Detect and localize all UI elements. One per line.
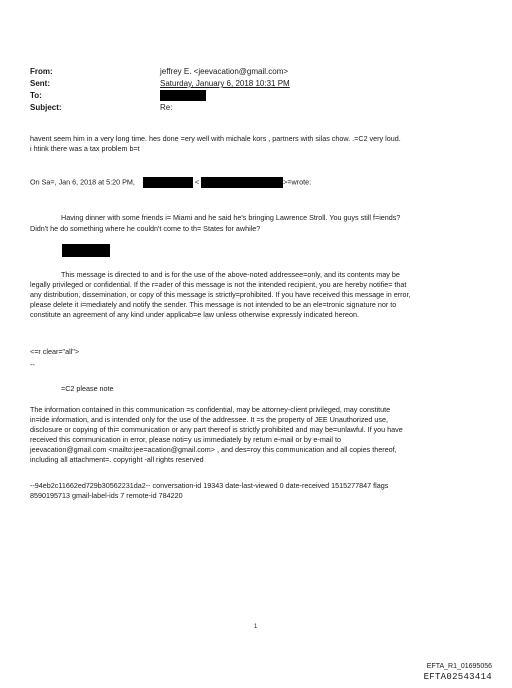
- confidential-line: disclosure or copying of thi= communication or any part thereof is strictly prohibited and may be=unlawful. If you have: [30, 425, 403, 434]
- redaction-bar: [201, 177, 283, 188]
- metadata-line: 8590195713 gmail-label-ids 7 remote-id 784220: [30, 491, 183, 500]
- please-note-text: =C2 please note: [61, 384, 114, 393]
- dashes-text: --: [30, 360, 35, 369]
- to-row: [30, 90, 490, 102]
- metadata-line: --94eb2c11662ed729b30562231da2-- conversation-id 19343 date-last-viewed 0 date-received 1515277847 flags: [30, 481, 389, 490]
- br-tag-text: <=r clear="all">: [30, 347, 80, 356]
- disclaimer-line: legally privileged or confidential. If the r=ader of this message is not the intended recipient, you are hereby notifie= that: [30, 280, 407, 289]
- quoted-line-2: Didn't he do something where he couldn't come to th= States for awhile?: [30, 224, 261, 233]
- sent-row: [30, 78, 490, 90]
- from-value: jeffrey E. <jeevacation@gmail.com>: [160, 67, 289, 76]
- quote-prefix: On Sa=, Jan 6, 2018 at 5:20 PM,: [30, 177, 135, 187]
- subject-row: [30, 102, 490, 114]
- redaction-bar: [160, 90, 206, 101]
- to-label: To:: [30, 91, 42, 100]
- quote-lt: <: [194, 177, 200, 187]
- subject-value: Re:: [160, 103, 173, 112]
- redaction-bar: [143, 177, 193, 188]
- confidential-line: jeevacation@gmail.com <mailto:jee=acation@gmail.com> , and des=roy this communication and all copies thereof,: [30, 445, 397, 454]
- confidential-line: in=ide information, and is intended only for the use of the addressee. It =s the property of JEE Unauthorized use,: [30, 415, 388, 424]
- sent-label: Sent:: [30, 79, 50, 88]
- confidential-line: received this communication in error, please noti=y us immediately by return e-mail or by e-mail to: [30, 435, 341, 444]
- subject-label: Subject:: [30, 103, 62, 112]
- redaction-bar: [62, 244, 110, 257]
- disclaimer-line: This message is directed to and is for the use of the above-noted addressee=only, and its contents may be: [61, 270, 400, 279]
- quoted-line-1: Having dinner with some friends i= Miami and he said he's bringing Lawrence Stroll. You guys still f=iends?: [61, 213, 401, 222]
- disclaimer-line: please delete it i=mediately and notify the sender. This message is not intended to be an ele=tronic signature nor to: [30, 300, 397, 309]
- from-label: From:: [30, 67, 53, 76]
- confidential-line: including all attachment=. copyright -all rights reserved: [30, 455, 204, 464]
- bates-number-large: EFTA02543414: [423, 672, 492, 682]
- from-row: [30, 66, 490, 78]
- body-line-1: havent seem him in a very long time. hes done =ery well with michale kors , partners with silas chow. .=C2 very loud.: [30, 134, 401, 143]
- page-number: 1: [254, 624, 258, 630]
- disclaimer-line: any distribution, dissemination, or copy of this message is strictly=prohibited. If you have received this message in error,: [30, 290, 411, 299]
- body-line-2: i htink there was a tax problem b=t: [30, 144, 140, 153]
- confidential-line: The information contained in this communication =s confidential, may be attorney-client privileged, may constitute: [30, 405, 391, 414]
- bates-number-small: EFTA_R1_01695056: [426, 663, 492, 670]
- disclaimer-line: constitute an agreement of any kind under applicab=e law unless otherwise expressly indicated hereon.: [30, 310, 360, 319]
- quote-suffix: >=wrote:: [283, 177, 312, 187]
- quote-attribution: [30, 177, 311, 188]
- email-header: [30, 66, 490, 114]
- sent-value: Saturday, January 6, 2018 10:31 PM: [160, 79, 290, 88]
